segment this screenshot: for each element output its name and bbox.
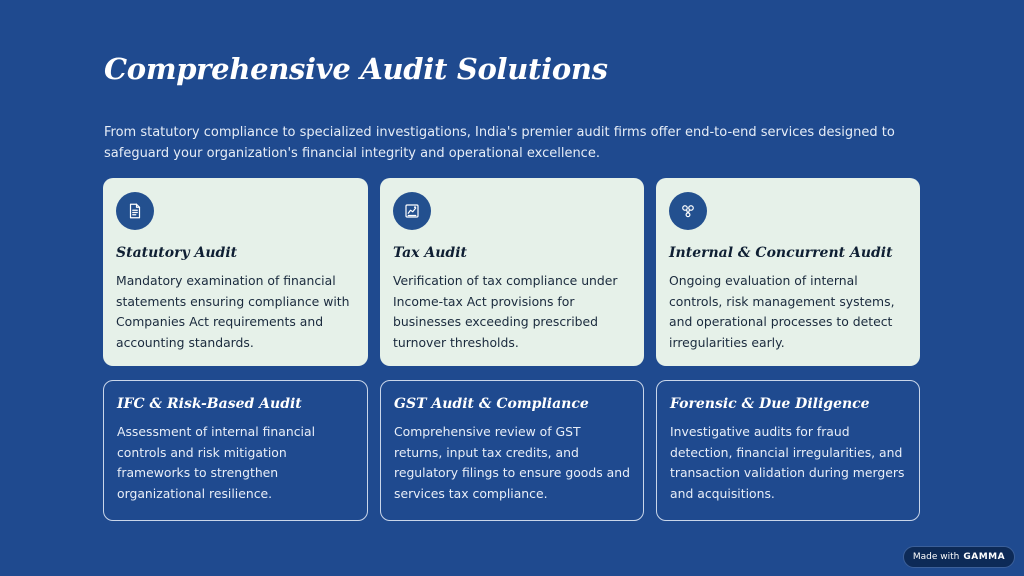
- intro-paragraph: From statutory compliance to specialized investigations, India's premier audit firms offer end-to-end services designed to safeguard your organization's financial integrity and operational excellence.: [104, 125, 895, 161]
- card-ifc-risk-based-audit: [103, 380, 368, 521]
- card-description: Verification of tax compliance under Income-tax Act provisions for businesses exceeding prescribed turnover thresholds.: [393, 273, 618, 350]
- card-description: Assessment of internal financial controls and risk mitigation frameworks to strengthen organizational resilience.: [117, 424, 316, 501]
- card-description: Investigative audits for fraud detection, financial irregularities, and transaction validation during mergers and acquisitions.: [670, 424, 905, 501]
- card-statutory-audit: [103, 178, 368, 366]
- card-title: GST Audit & Compliance: [394, 396, 589, 412]
- network-icon: [669, 192, 707, 230]
- tax-report-icon: [393, 192, 431, 230]
- badge-brand: GAMMA: [963, 552, 1006, 562]
- card-title: IFC & Risk-Based Audit: [117, 396, 302, 412]
- card-title: Statutory Audit: [116, 245, 238, 261]
- card-gst-audit-compliance: [380, 380, 644, 521]
- card-description: Comprehensive review of GST returns, input tax credits, and regulatory filings to ensure goods and services tax compliance.: [394, 424, 630, 501]
- card-internal-concurrent-audit: [656, 178, 920, 366]
- document-icon: [116, 192, 154, 230]
- page-title: Comprehensive Audit Solutions: [104, 52, 608, 86]
- badge-prefix: Made with: [912, 552, 960, 562]
- card-forensic-due-diligence: [656, 380, 920, 521]
- card-title: Forensic & Due Diligence: [670, 396, 870, 412]
- card-tax-audit: [380, 178, 644, 366]
- made-with-gamma-badge[interactable]: [903, 546, 1015, 568]
- card-title: Tax Audit: [393, 245, 467, 261]
- card-description: Ongoing evaluation of internal controls, risk management systems, and operational processes to detect irregularities early.: [669, 273, 895, 350]
- card-description: Mandatory examination of financial statements ensuring compliance with Companies Act requirements and accounting standards.: [116, 273, 350, 350]
- card-title: Internal & Concurrent Audit: [669, 245, 893, 261]
